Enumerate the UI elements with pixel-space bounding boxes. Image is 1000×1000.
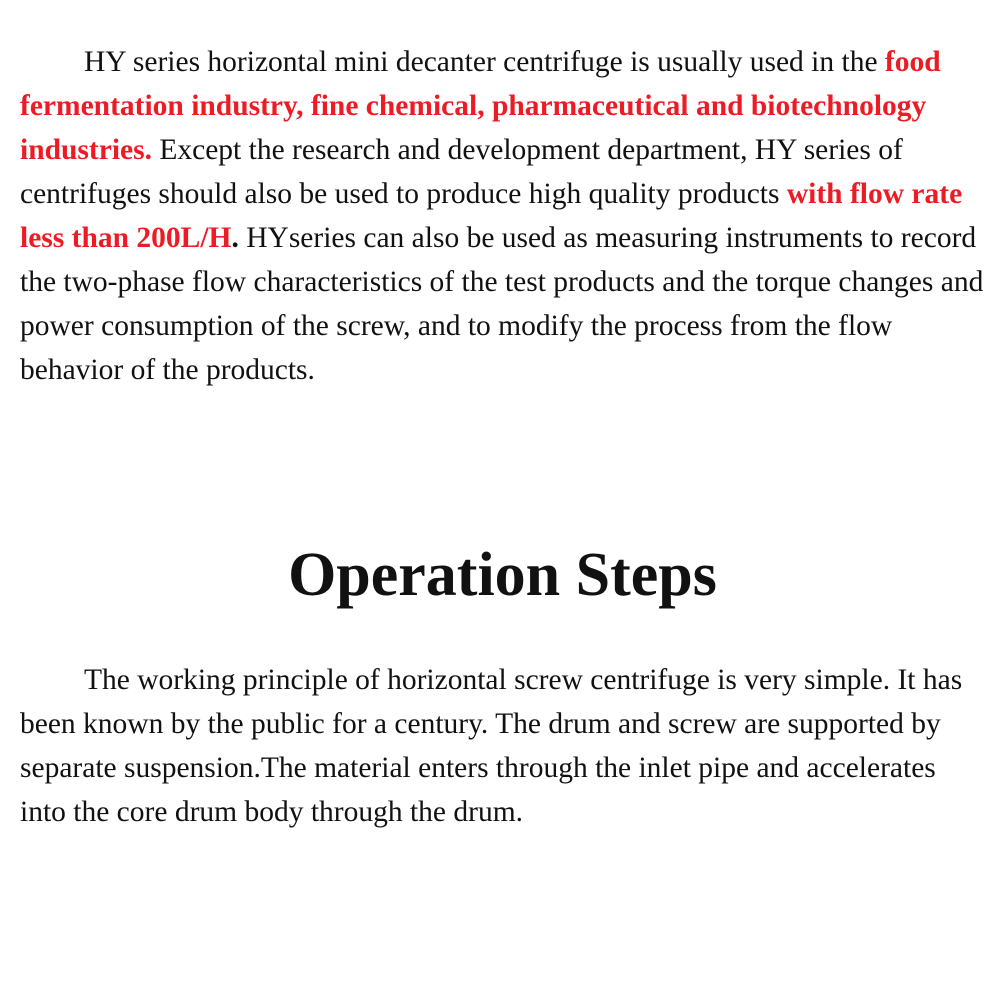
intro-paragraph: [20, 40, 985, 392]
intro-period: .: [231, 222, 239, 254]
intro-text-1: HY series horizontal mini decanter centrifuge is usually used in the: [84, 46, 885, 78]
intro-text-3: HYseries can also be used as measuring instruments to record the two-phase flow characteristics of the test products and the torque changes and power consumption of the screw, and to modify the process from the flow behavior of the products.: [20, 222, 984, 386]
intro-highlight-flow-rate: with flow rate less than 200L/H: [20, 178, 963, 254]
document-page: [20, 40, 985, 828]
intro-highlight-industries: food fermentation industry, fine chemical, pharmaceutical and biotechnology industries.: [20, 46, 941, 166]
intro-text-2: Except the research and development department, HY series of centrifuges should also be used to produce high quality products: [20, 134, 903, 210]
operation-paragraph: The working principle of horizontal screw centrifuge is very simple. It has been known by the public for a century. The drum and screw are supported by separate suspension.The material enters through the inlet pipe and accelerates into the core drum body through the drum.: [20, 664, 963, 828]
section-heading: Operation Steps: [288, 541, 717, 609]
